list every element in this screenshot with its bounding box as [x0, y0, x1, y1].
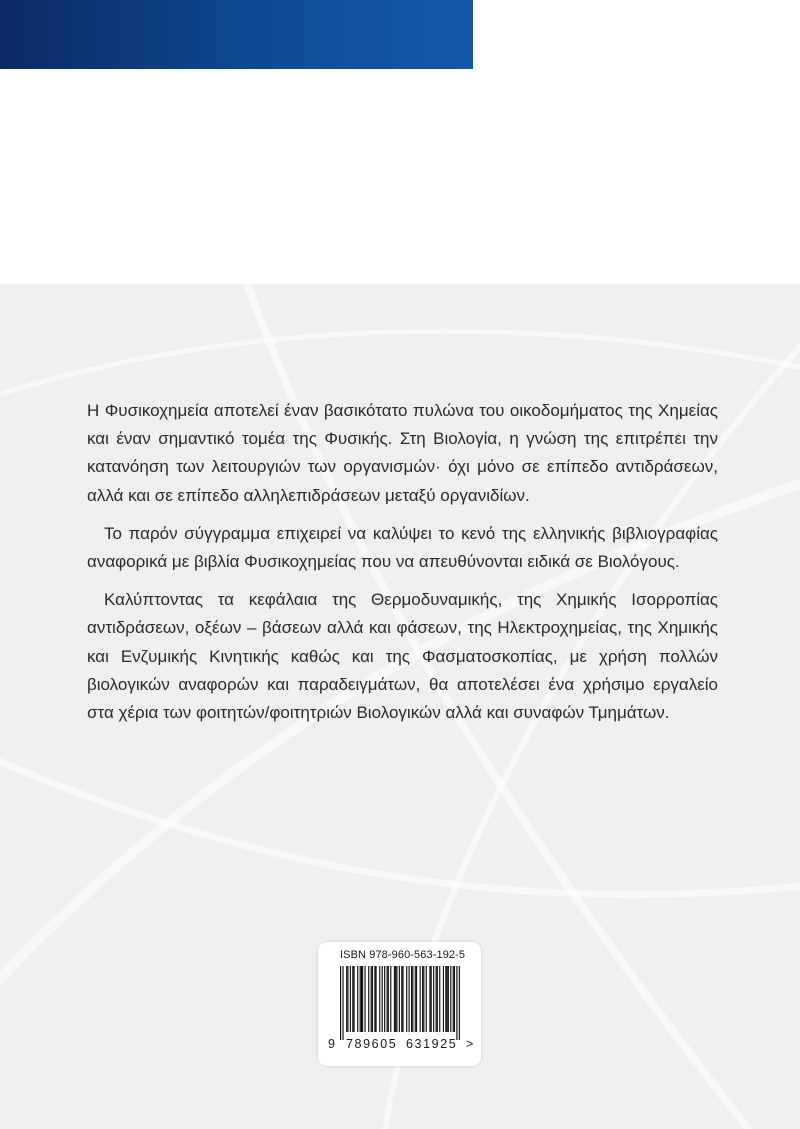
barcode-bar	[352, 966, 353, 1032]
barcode-arrow: >	[466, 1037, 474, 1051]
barcode-bar	[439, 966, 440, 1032]
barcode-bar	[445, 966, 446, 1032]
barcode-bar	[342, 966, 343, 1040]
barcode-bar	[361, 966, 362, 1032]
blurb-paragraph-2: Το παρόν σύγγραμμα επιχειρεί να καλύψει το κενό της ελληνικής βιβλιογραφίας αναφορικά με βιβλία Φυσικοχημείας που να απευθύνονται ειδικά σε Βιολόγους.	[87, 523, 718, 572]
barcode-bar	[453, 966, 454, 1032]
barcode-bar	[350, 966, 351, 1032]
barcode-bar	[437, 966, 438, 1032]
barcode-bar	[420, 966, 421, 1032]
top-color-band	[0, 0, 473, 69]
barcode-bar	[448, 966, 449, 1032]
barcode-left-group: 789605	[346, 1037, 398, 1051]
barcode-bar	[401, 966, 402, 1032]
barcode-bar	[384, 966, 385, 1032]
isbn-label: ISBN 978-960-563-192-5	[340, 949, 466, 961]
barcode-bar	[447, 966, 448, 1032]
barcode-bar	[371, 966, 372, 1032]
blurb-paragraph-1: Η Φυσικοχημεία αποτελεί έναν βασικότατο πυλώνα του οικοδομήματος της Χημείας και έναν σημαντικό τομέα της Φυσικής. Στη Βιολογία, η γνώση της επιτρέπει την κατανόηση των λειτουργιών των οργανισμών· όχι μόνο σε επίπεδο αντιδράσεων, αλλά και σε επίπεδο αλληλεπιδράσεων μεταξύ οργανιδίων.	[87, 401, 718, 505]
barcode-bar	[357, 966, 358, 1032]
barcode-bar	[364, 966, 365, 1032]
barcode-bar	[436, 966, 437, 1032]
barcode-bar	[431, 966, 432, 1032]
barcode-bar	[379, 966, 380, 1032]
barcode-bar	[412, 966, 413, 1032]
barcode-bar	[347, 966, 348, 1032]
barcode-bar	[360, 966, 361, 1032]
barcode-bar	[416, 966, 417, 1032]
barcode-bar	[409, 966, 410, 1032]
barcode-bar	[402, 966, 403, 1032]
barcode-bar	[382, 966, 383, 1032]
barcode-bar	[395, 966, 396, 1032]
barcode-bar	[422, 966, 423, 1032]
barcode-bar	[340, 966, 341, 1040]
barcode-bar	[353, 966, 354, 1032]
barcode-bar	[390, 966, 391, 1032]
barcode-bar	[415, 966, 416, 1032]
barcode-bar	[399, 966, 400, 1032]
barcode-bar	[443, 966, 444, 1032]
barcode-bar	[388, 966, 389, 1032]
barcode-bar	[426, 966, 427, 1032]
barcode-bar	[423, 966, 424, 1032]
back-cover-blurb	[87, 397, 718, 737]
barcode-bar	[394, 966, 395, 1032]
barcode-first-digit: 9	[328, 1037, 335, 1051]
barcode-right-group: 631925	[406, 1037, 458, 1051]
barcode-bar	[372, 966, 373, 1032]
barcode-bar	[433, 966, 434, 1032]
barcode-bar	[411, 966, 412, 1032]
barcode-bar	[406, 966, 407, 1032]
barcode-bar	[346, 966, 347, 1032]
barcode-bar	[429, 966, 430, 1032]
barcode-bar	[362, 966, 363, 1032]
barcode-bar	[459, 966, 460, 1040]
barcode-bar	[374, 966, 375, 1032]
barcode-bar	[456, 966, 457, 1040]
barcode-bar	[387, 966, 388, 1032]
barcode-bar	[376, 966, 377, 1032]
barcode-bar	[396, 966, 397, 1032]
barcode-bars	[340, 966, 460, 1040]
barcode-bar	[450, 966, 451, 1032]
barcode-bar	[454, 966, 455, 1032]
barcode-bar	[368, 966, 369, 1032]
blurb-paragraph-3: Καλύπτοντας τα κεφάλαια της Θερμοδυναμικής, της Χημικής Ισορροπίας αντιδράσεων, οξέων – βάσεων αλλά και φάσεων, της Ηλεκτροχημείας, της Χημικής και Ενζυμικής Κινητικής καθώς και της Φασματοσκοπίας, με χρήση πολλών βιολογικών αναφορών και παραδειγμάτων, θα αποτελέσει ένα χρήσιμο εργαλείο στα χέρια των φοιτητών/φοιτητριών Βιολογικών αλλά και συναφών Τμημάτων.	[87, 590, 718, 723]
isbn-barcode-card	[318, 942, 481, 1066]
